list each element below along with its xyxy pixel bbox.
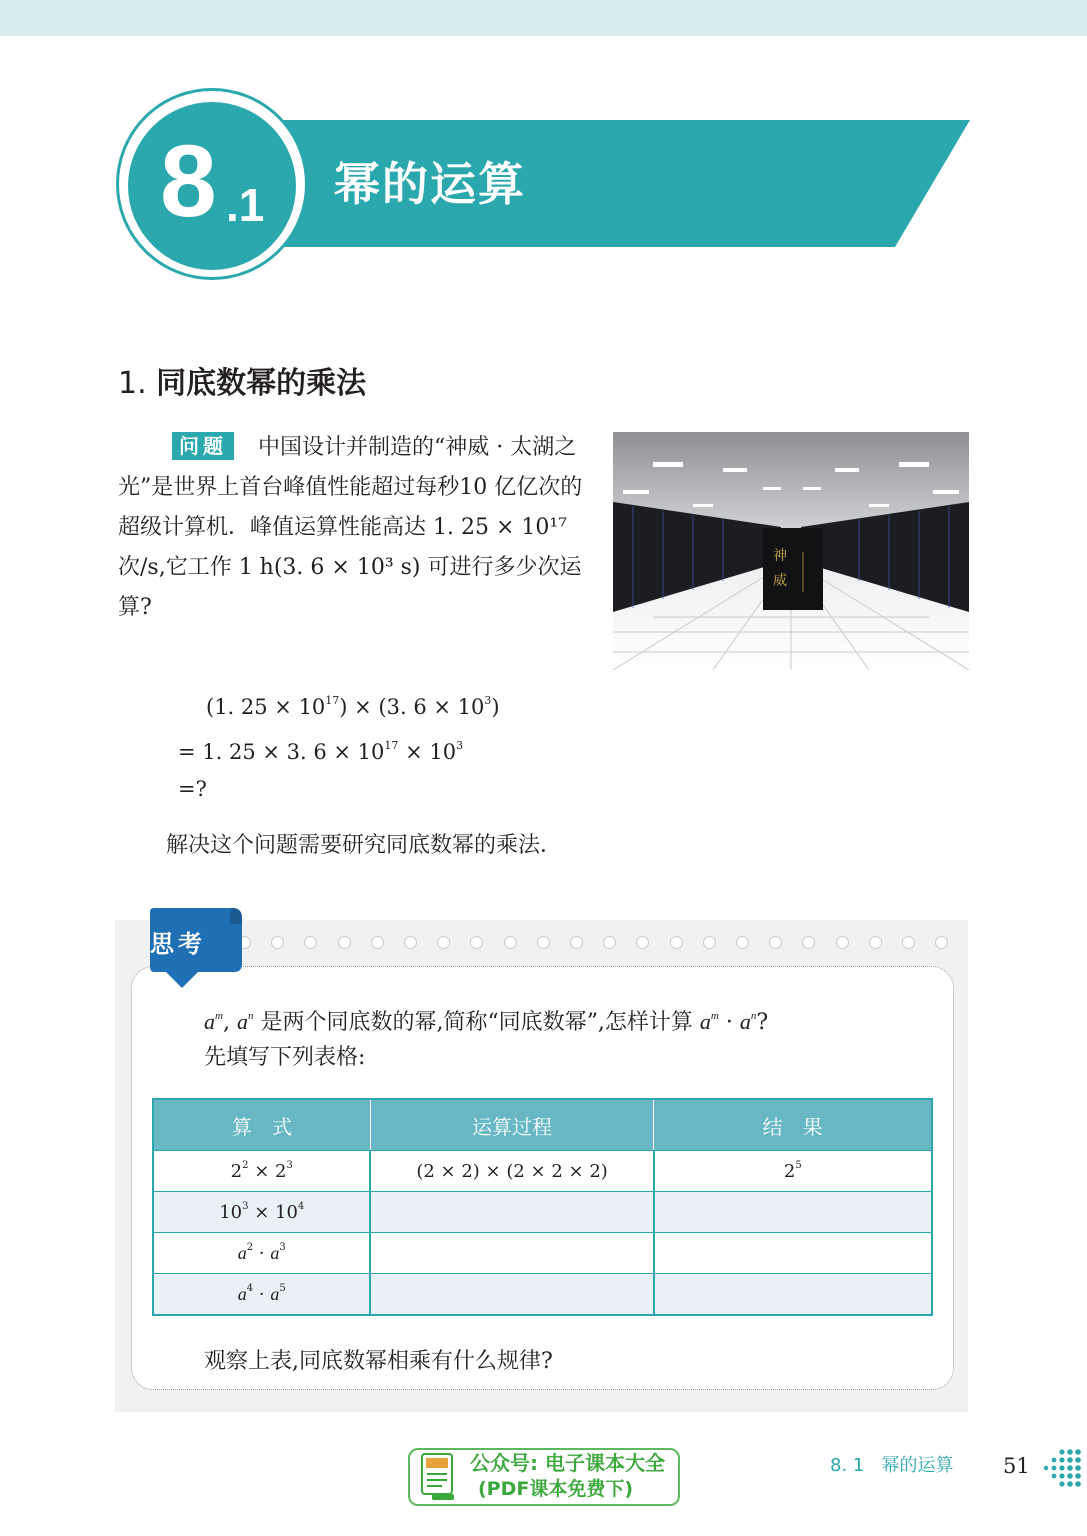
- binder-ring: [703, 936, 716, 949]
- binder-ring: [869, 936, 882, 949]
- table-cell-expression: $2^2 \times 2^3$: [153, 1151, 370, 1192]
- equation-line-1: (1. $25 \times 10^{17}) \times (3$. $6 \times 10^3$): [206, 694, 500, 719]
- table-row: [153, 1274, 932, 1316]
- equation-line-2: = 1. 25 × 3. $6 \times 10^{17} \times 10^3$: [178, 739, 464, 764]
- power-table: [152, 1098, 933, 1316]
- think-label: 思考: [150, 930, 206, 958]
- binder-ring: [902, 936, 915, 949]
- think-observe: 观察上表,同底数幂相乘有什么规律?: [204, 1349, 553, 1374]
- table-cell-process[interactable]: [370, 1274, 653, 1316]
- photo-caption-char-1: 神: [773, 548, 787, 564]
- binder-ring: [537, 936, 550, 949]
- equation-line-3: =?: [178, 777, 207, 801]
- chapter-number: 8: [160, 124, 217, 238]
- binder-ring: [836, 936, 849, 949]
- section-title: [118, 364, 366, 404]
- binder-ring: [670, 936, 683, 949]
- page-number: 51: [1003, 1454, 1030, 1478]
- table-header-expression: 算 式: [153, 1099, 370, 1151]
- table-cell-result[interactable]: [654, 1233, 932, 1274]
- table-cell-result[interactable]: [654, 1274, 932, 1316]
- table-row: [153, 1192, 932, 1233]
- table-header-row: [153, 1099, 932, 1151]
- table-cell-process[interactable]: [370, 1233, 653, 1274]
- binder-ring: [371, 936, 384, 949]
- photo-caption-char-2: 威: [773, 573, 787, 589]
- binder-ring: [404, 936, 417, 949]
- binder-ring: [570, 936, 583, 949]
- table-cell-result[interactable]: [654, 1192, 932, 1233]
- table-cell-result[interactable]: $2^5$: [654, 1151, 932, 1192]
- table-header-result: 结 果: [654, 1099, 932, 1151]
- conclusion-text: 解决这个问题需要研究同底数幂的乘法．: [166, 833, 563, 858]
- table-cell-process[interactable]: [370, 1192, 653, 1233]
- binder-ring: [504, 936, 517, 949]
- binder-ring: [338, 936, 351, 949]
- table-cell-process[interactable]: (2 × 2) × (2 × 2 × 2): [370, 1151, 653, 1192]
- badge-line-2: (PDF课本免费下): [478, 1478, 634, 1500]
- section-number: 1.: [118, 366, 147, 401]
- book-icon: [418, 1452, 460, 1502]
- think-instruction: 先填写下列表格:: [204, 1045, 366, 1070]
- table-row: [153, 1233, 932, 1274]
- top-color-bar: [0, 0, 1087, 36]
- supercomputer-photo: [613, 432, 969, 670]
- problem-tag: 问题: [172, 432, 234, 460]
- decorative-dots-icon: [1040, 1446, 1086, 1490]
- badge-line-1: 公众号: 电子课本大全: [470, 1451, 665, 1475]
- table-cell-expression: $a^4 \cdot a^5$: [153, 1274, 370, 1316]
- table-cell-expression: $a^2 \cdot a^3$: [153, 1233, 370, 1274]
- problem-text: 中国设计并制造的“神威 · 太湖之光”是世界上首台峰值性能超过每秒10 亿亿次的超级计算机．峰值运算性能高达 1. 25 × 10¹⁷ 次/s,它工作 1 h(3. 6 × 10³ s) 可进行多少次运算?: [118, 435, 583, 620]
- table-row: [153, 1151, 932, 1192]
- section-title-text: 同底数幂的乘法: [156, 366, 367, 401]
- chapter-subnumber: .1: [226, 179, 265, 231]
- chapter-title: 幂的运算: [334, 157, 526, 211]
- table-header-process: 运算过程: [370, 1099, 653, 1151]
- binder-ring: [736, 936, 749, 949]
- table-cell-expression: $10^3 \times 10^4$: [153, 1192, 370, 1233]
- think-question: $a^m$, $a^n$ 是两个同底数的幂,简称“同底数幂”,怎样计算 $a^m \cdot a^n$?: [204, 1009, 769, 1035]
- footer-section-ref: 8. 1 幂的运算: [830, 1455, 954, 1476]
